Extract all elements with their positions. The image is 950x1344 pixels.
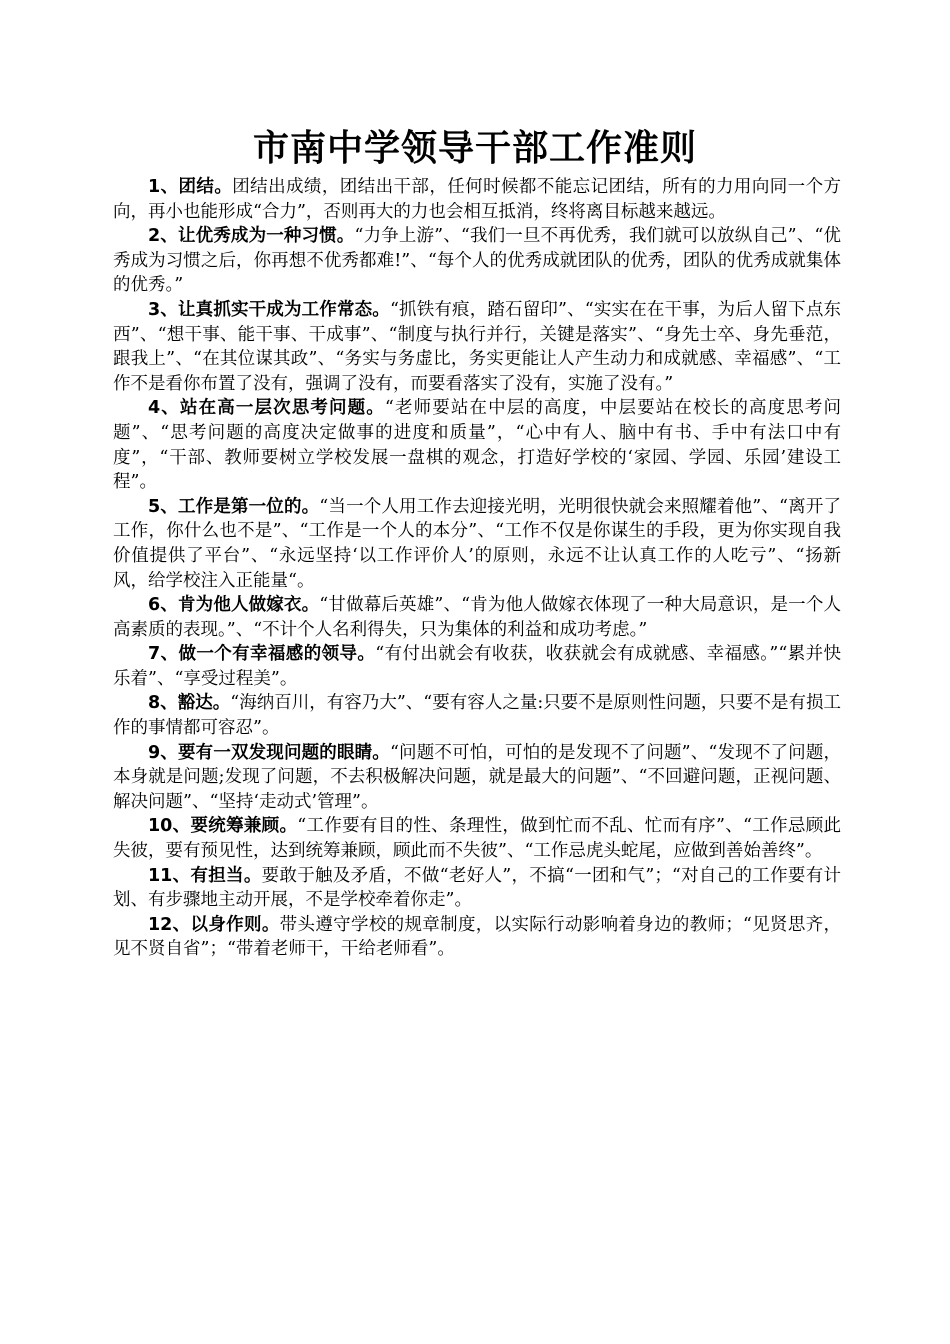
rule-text: 要敢于触及矛盾，不做“老好人”，不搞“一团和气”；“对自己的工作要有计划、有步骤地主动开展，不是学校牵着你走”。 — [113, 865, 841, 911]
rule-heading: 3、让真抓实干成为工作常态。 — [148, 299, 390, 320]
rule-paragraph-4 — [113, 396, 841, 494]
rule-heading: 4、站在高一层次思考问题。 — [148, 398, 385, 419]
rule-text: “抓铁有痕，踏石留印”、“实实在在干事，为后人留下点东西”、“想干事、能干事、干成事”、“制度与执行并行，关键是落实”、“身先士卒、身先垂范，跟我上”、“在其位谋其政”、“务实与务虚比，务实更能让人产生动力和成就感、幸福感”、“工作不是看你布置了没有，强调了没有，而要看落实了没有，实施了没有。” — [113, 299, 841, 394]
rule-text: “当一个人用工作去迎接光明，光明很快就会来照耀着他”、“离开了工作，你什么也不是”、“工作是一个人的本分”、“工作不仅是你谋生的手段，更为你实现自我价值提供了平台”、“永远坚持‘以工作评价人’的原则，永远不让认真工作的人吃亏”、“扬新风，给学校注入正能量“。 — [113, 496, 841, 591]
rule-heading: 12、以身作则。 — [148, 914, 280, 935]
rule-heading: 1、团结。 — [148, 177, 233, 197]
rule-paragraph-6 — [113, 593, 841, 642]
document-body — [113, 175, 841, 962]
rule-text: 团结出成绩，团结出干部，任何时候都不能忘记团结，所有的力用向同一个方向，再小也能形成“合力”，否则再大的力也会相互抵消，终将离目标越来越远。 — [113, 177, 841, 222]
rule-paragraph-3 — [113, 298, 841, 396]
rule-heading: 6、肯为他人做嫁衣。 — [148, 595, 320, 616]
rule-paragraph-5 — [113, 495, 841, 593]
rule-text: “工作要有目的性、条理性，做到忙而不乱、忙而有序”、“工作忌顾此失彼，要有预见性，达到统筹兼顾，顾此而不失彼”、“工作忌虎头蛇尾，应做到善始善终”。 — [113, 816, 841, 862]
rule-text: “甘做幕后英雄”、“肯为他人做嫁衣体现了一种大局意识，是一个人高素质的表现。”、“不计个人名利得失，只为集体的利益和成功考虑。” — [113, 595, 841, 640]
rule-heading: 9、要有一双发现问题的眼睛。 — [148, 742, 390, 763]
rule-text: “力争上游”、“我们一旦不再优秀，我们就可以放纵自己”、“优秀成为习惯之后，你再想不优秀都难!”、“每个人的优秀成就团队的优秀，团队的优秀成就集体的优秀。” — [113, 226, 841, 296]
rule-heading: 10、要统筹兼顾。 — [148, 816, 298, 837]
rule-text: “有付出就会有收获，收获就会有成就感、幸福感。”“累并快乐着”、“享受过程美”。 — [113, 644, 841, 689]
rule-paragraph-12 — [113, 913, 841, 962]
rule-paragraph-1 — [113, 175, 841, 224]
rule-paragraph-11 — [113, 864, 841, 913]
rule-text: “海纳百川，有容乃大”、“要有容人之量:只要不是原则性问题，只要不是有损工作的事情都可容忍”。 — [113, 693, 841, 739]
rule-paragraph-10 — [113, 814, 841, 863]
rule-heading: 8、豁达。 — [148, 693, 231, 714]
rule-text: “老师要站在中层的高度，中层要站在校长的高度思考问题”、“思考问题的高度决定做事的进度和质量”，“心中有人、脑中有书、手中有法口中有度”，“干部、教师要树立学校发展一盘棋的观念，打造好学校的‘家园、学园、乐园’建设工程”。 — [113, 398, 841, 493]
rule-heading: 11、有担当。 — [148, 865, 262, 886]
rule-text: “问题不可怕，可怕的是发现不了问题”、“发现不了问题，本身就是问题;发现了问题，不去积极解决问题，就是最大的问题”、“不回避问题，正视问题、解决问题”、“坚持‘走动式’管理”。 — [113, 742, 841, 812]
rule-paragraph-9 — [113, 741, 841, 815]
rule-heading: 7、做一个有幸福感的领导。 — [148, 644, 376, 665]
rule-text: 带头遵守学校的规章制度，以实际行动影响着身边的教师；“见贤思齐，见不贤自省”；“带着老师干，干给老师看”。 — [113, 914, 841, 960]
rule-paragraph-2 — [113, 224, 841, 298]
rule-heading: 2、让优秀成为一种习惯。 — [148, 226, 355, 247]
rule-paragraph-8 — [113, 691, 841, 740]
document-title: 市南中学领导干部工作准则 — [252, 128, 697, 169]
rule-paragraph-7 — [113, 642, 841, 691]
rule-heading: 5、工作是第一位的。 — [148, 496, 320, 517]
